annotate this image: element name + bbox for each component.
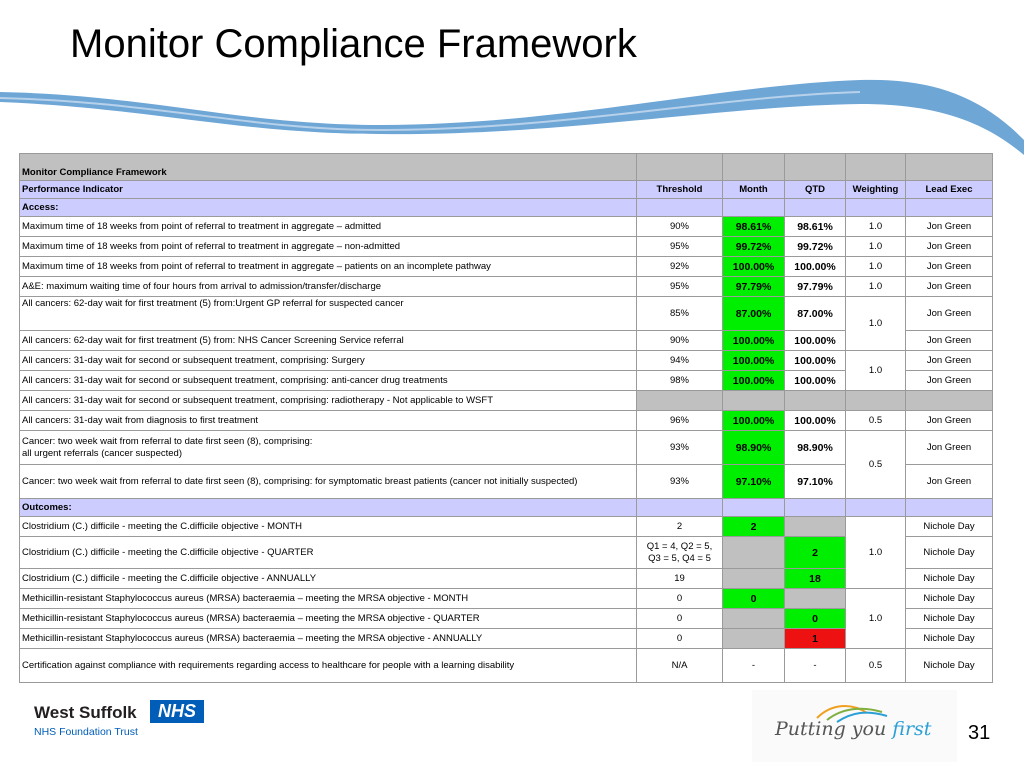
month-cell: - bbox=[723, 649, 785, 683]
threshold-cell: 96% bbox=[637, 411, 723, 431]
month-cell: 2 bbox=[723, 517, 785, 537]
indicator-cell: All cancers: 31-day wait for second or subsequent treatment, comprising: Surgery bbox=[20, 351, 637, 371]
indicator-cell: Clostridium (C.) difficile - meeting the C.difficile objective - ANNUALLY bbox=[20, 569, 637, 589]
lead-exec-cell: Nichole Day bbox=[906, 517, 993, 537]
indicator-cell: All cancers: 31-day wait from diagnosis to first treatment bbox=[20, 411, 637, 431]
month-cell: 97.10% bbox=[723, 465, 785, 499]
indicator-line: all urgent referrals (cancer suspected) bbox=[22, 447, 182, 459]
qtd-cell: 1 bbox=[785, 629, 846, 649]
table-row bbox=[20, 351, 993, 371]
threshold-cell: 19 bbox=[637, 569, 723, 589]
threshold-cell: 95% bbox=[637, 237, 723, 257]
decorative-swoosh bbox=[0, 70, 1024, 160]
indicator-line: Cancer: two week wait from referral to date first seen (8), comprising: bbox=[22, 435, 313, 447]
indicator-cell: All cancers: 62-day wait for first treatment (5) from:Urgent GP referral for suspected cancer bbox=[20, 297, 637, 331]
table-row bbox=[20, 589, 993, 609]
lead-exec-cell: Jon Green bbox=[906, 277, 993, 297]
table-row bbox=[20, 217, 993, 237]
org-subtitle: NHS Foundation Trust bbox=[34, 726, 138, 738]
lead-exec-cell: Jon Green bbox=[906, 371, 993, 391]
lead-exec-cell: Jon Green bbox=[906, 297, 993, 331]
threshold-cell: 85% bbox=[637, 297, 723, 331]
weighting-cell: 1.0 bbox=[846, 277, 906, 297]
lead-exec-cell: Jon Green bbox=[906, 217, 993, 237]
org-name: West Suffolk bbox=[34, 703, 137, 722]
page-number: 31 bbox=[968, 722, 991, 744]
indicator-cell bbox=[20, 431, 637, 465]
table-row bbox=[20, 297, 993, 331]
qtd-cell bbox=[785, 517, 846, 537]
table-title: Monitor Compliance Framework bbox=[20, 154, 637, 181]
lead-exec-cell: Jon Green bbox=[906, 237, 993, 257]
threshold-line: Q3 = 5, Q4 = 5 bbox=[648, 552, 711, 564]
slogan-part2: first bbox=[892, 718, 932, 740]
table-row bbox=[20, 517, 993, 537]
header-month: Month bbox=[723, 181, 785, 199]
indicator-cell: All cancers: 31-day wait for second or subsequent treatment, comprising: anti-cancer drug treatments bbox=[20, 371, 637, 391]
page-title: Monitor Compliance Framework bbox=[70, 22, 637, 66]
indicator-cell: All cancers: 62-day wait for first treatment (5) from: NHS Cancer Screening Service referral bbox=[20, 331, 637, 351]
weighting-cell: 1.0 bbox=[846, 257, 906, 277]
compliance-table-container bbox=[19, 153, 992, 683]
threshold-cell: 90% bbox=[637, 331, 723, 351]
qtd-cell: 97.79% bbox=[785, 277, 846, 297]
qtd-cell: 97.10% bbox=[785, 465, 846, 499]
lead-exec-cell: Nichole Day bbox=[906, 569, 993, 589]
slogan bbox=[775, 718, 931, 740]
lead-exec-cell: Jon Green bbox=[906, 431, 993, 465]
month-cell bbox=[723, 629, 785, 649]
threshold-cell: 98% bbox=[637, 371, 723, 391]
qtd-cell bbox=[785, 589, 846, 609]
qtd-cell: 100.00% bbox=[785, 331, 846, 351]
qtd-cell: 0 bbox=[785, 609, 846, 629]
threshold-cell: 95% bbox=[637, 277, 723, 297]
month-cell bbox=[723, 537, 785, 569]
qtd-cell: 100.00% bbox=[785, 351, 846, 371]
indicator-cell: All cancers: 31-day wait for second or subsequent treatment, comprising: radiotherapy - Not applicable to WSFT bbox=[20, 391, 637, 411]
slogan-part1: Putting you bbox=[775, 718, 887, 740]
month-cell: 98.61% bbox=[723, 217, 785, 237]
lead-exec-cell: Jon Green bbox=[906, 351, 993, 371]
threshold-line: Q1 = 4, Q2 = 5, bbox=[646, 540, 713, 552]
weighting-cell: 1.0 bbox=[846, 237, 906, 257]
lead-exec-cell: Nichole Day bbox=[906, 649, 993, 683]
lead-exec-cell: Jon Green bbox=[906, 411, 993, 431]
weighting-cell: 1.0 bbox=[846, 589, 906, 649]
qtd-cell: 18 bbox=[785, 569, 846, 589]
threshold-cell: 90% bbox=[637, 217, 723, 237]
indicator-cell: Methicillin-resistant Staphylococcus aureus (MRSA) bacteraemia – meeting the MRSA objective - ANNUALLY bbox=[20, 629, 637, 649]
threshold-cell: 92% bbox=[637, 257, 723, 277]
table-row bbox=[20, 277, 993, 297]
weighting-cell: 0.5 bbox=[846, 649, 906, 683]
indicator-cell: Certification against compliance with requirements regarding access to healthcare for people with a learning disability bbox=[20, 649, 637, 683]
weighting-cell: 1.0 bbox=[846, 517, 906, 589]
qtd-cell: 87.00% bbox=[785, 297, 846, 331]
qtd-cell: 99.72% bbox=[785, 237, 846, 257]
lead-exec-cell: Jon Green bbox=[906, 465, 993, 499]
month-cell: 87.00% bbox=[723, 297, 785, 331]
threshold-cell: 0 bbox=[637, 609, 723, 629]
indicator-cell: Clostridium (C.) difficile - meeting the C.difficile objective - QUARTER bbox=[20, 537, 637, 569]
threshold-cell: 2 bbox=[637, 517, 723, 537]
table-row bbox=[20, 257, 993, 277]
header-threshold: Threshold bbox=[637, 181, 723, 199]
month-cell: 100.00% bbox=[723, 371, 785, 391]
indicator-cell: Cancer: two week wait from referral to date first seen (8), comprising: for symptomatic breast patients (cancer not initially suspected) bbox=[20, 465, 637, 499]
weighting-cell: 0.5 bbox=[846, 411, 906, 431]
header-indicator: Performance Indicator bbox=[20, 181, 637, 199]
month-cell: 97.79% bbox=[723, 277, 785, 297]
indicator-cell: Methicillin-resistant Staphylococcus aureus (MRSA) bacteraemia – meeting the MRSA objective - QUARTER bbox=[20, 609, 637, 629]
qtd-cell: - bbox=[785, 649, 846, 683]
month-cell: 99.72% bbox=[723, 237, 785, 257]
weighting-cell: 0.5 bbox=[846, 431, 906, 499]
lead-exec-cell: Nichole Day bbox=[906, 589, 993, 609]
lead-exec-cell: Nichole Day bbox=[906, 629, 993, 649]
table-row bbox=[20, 649, 993, 683]
month-cell: 100.00% bbox=[723, 411, 785, 431]
indicator-cell: Maximum time of 18 weeks from point of referral to treatment in aggregate – admitted bbox=[20, 217, 637, 237]
qtd-cell: 98.61% bbox=[785, 217, 846, 237]
threshold-cell: 93% bbox=[637, 431, 723, 465]
lead-exec-cell: Nichole Day bbox=[906, 609, 993, 629]
compliance-table bbox=[19, 153, 993, 683]
month-cell bbox=[723, 569, 785, 589]
qtd-cell: 98.90% bbox=[785, 431, 846, 465]
indicator-cell: Methicillin-resistant Staphylococcus aureus (MRSA) bacteraemia – meeting the MRSA objective - MONTH bbox=[20, 589, 637, 609]
month-cell: 100.00% bbox=[723, 257, 785, 277]
qtd-cell: 100.00% bbox=[785, 257, 846, 277]
header-weighting: Weighting bbox=[846, 181, 906, 199]
weighting-cell: 1.0 bbox=[846, 351, 906, 391]
threshold-cell: 94% bbox=[637, 351, 723, 371]
table-row bbox=[20, 431, 993, 465]
month-cell: 100.00% bbox=[723, 351, 785, 371]
threshold-cell: 93% bbox=[637, 465, 723, 499]
qtd-cell: 100.00% bbox=[785, 371, 846, 391]
header-qtd: QTD bbox=[785, 181, 846, 199]
month-cell: 98.90% bbox=[723, 431, 785, 465]
month-cell bbox=[723, 609, 785, 629]
indicator-cell: A&E: maximum waiting time of four hours from arrival to admission/transfer/discharge bbox=[20, 277, 637, 297]
threshold-cell bbox=[637, 537, 723, 569]
weighting-cell: 1.0 bbox=[846, 297, 906, 351]
lead-exec-cell: Nichole Day bbox=[906, 537, 993, 569]
indicator-cell: Maximum time of 18 weeks from point of referral to treatment in aggregate – non-admitted bbox=[20, 237, 637, 257]
indicator-cell: Maximum time of 18 weeks from point of referral to treatment in aggregate – patients on an incomplete pathway bbox=[20, 257, 637, 277]
nhs-logo: NHS bbox=[150, 700, 204, 723]
weighting-cell: 1.0 bbox=[846, 217, 906, 237]
threshold-cell: 0 bbox=[637, 629, 723, 649]
threshold-cell: N/A bbox=[637, 649, 723, 683]
table-row bbox=[20, 391, 993, 411]
qtd-cell: 2 bbox=[785, 537, 846, 569]
table-row bbox=[20, 237, 993, 257]
table-row bbox=[20, 411, 993, 431]
threshold-cell: 0 bbox=[637, 589, 723, 609]
header-lead-exec: Lead Exec bbox=[906, 181, 993, 199]
month-cell: 100.00% bbox=[723, 331, 785, 351]
qtd-cell: 100.00% bbox=[785, 411, 846, 431]
section-outcomes: Outcomes: bbox=[20, 499, 637, 517]
lead-exec-cell: Jon Green bbox=[906, 331, 993, 351]
indicator-cell: Clostridium (C.) difficile - meeting the C.difficile objective - MONTH bbox=[20, 517, 637, 537]
month-cell: 0 bbox=[723, 589, 785, 609]
section-access: Access: bbox=[20, 199, 637, 217]
lead-exec-cell: Jon Green bbox=[906, 257, 993, 277]
